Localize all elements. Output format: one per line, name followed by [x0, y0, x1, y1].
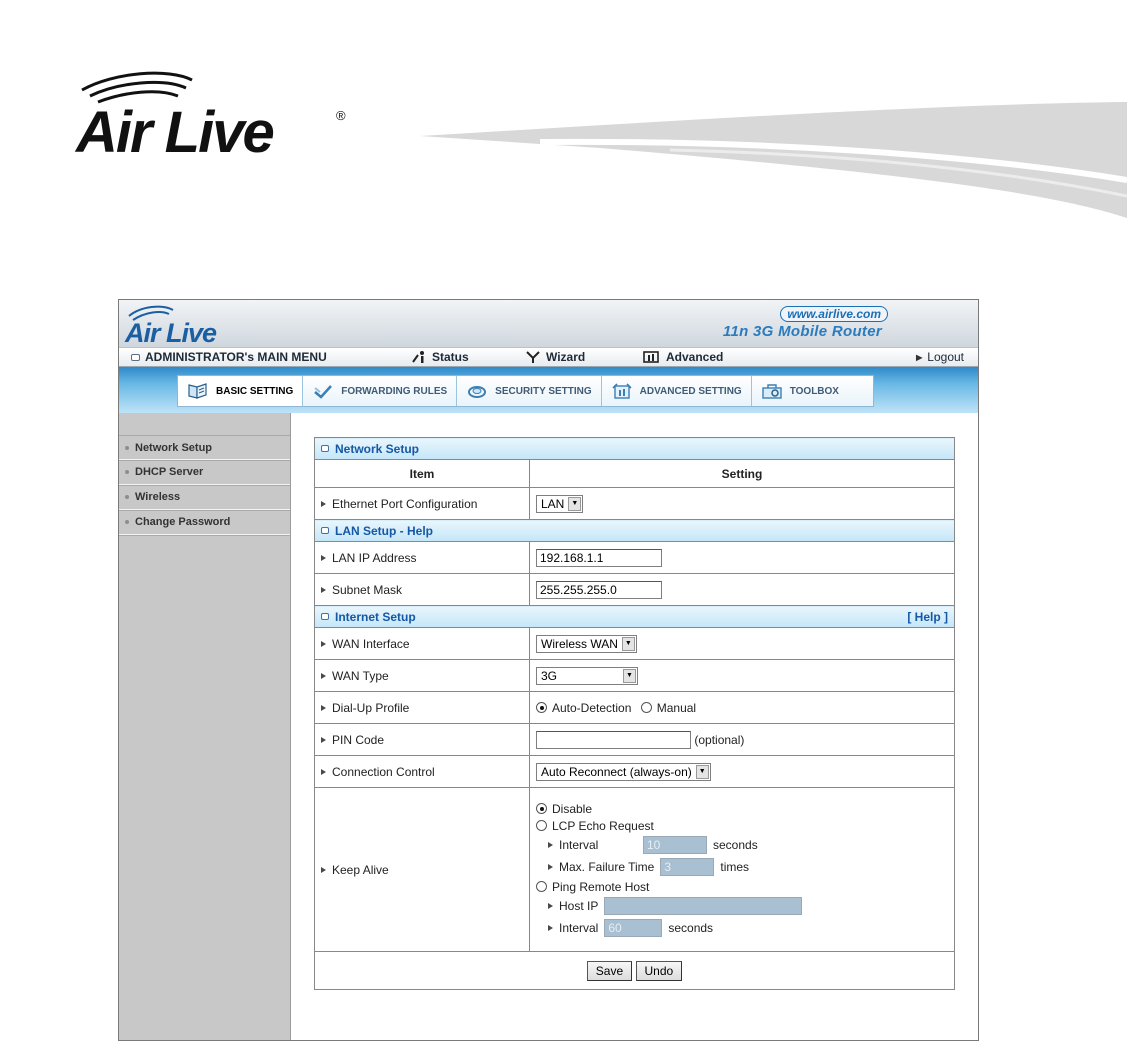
airlive-logo	[74, 68, 364, 160]
lan-setup-help-link[interactable]: LAN Setup - Help	[321, 524, 433, 538]
table-row	[315, 692, 955, 724]
bullet-icon	[125, 520, 129, 524]
arrow-right-icon	[548, 842, 553, 848]
arrow-right-icon	[321, 587, 326, 593]
arrow-right-icon	[321, 867, 326, 873]
wan-type-select[interactable]: 3G ▼	[536, 667, 638, 685]
table-row	[315, 574, 955, 606]
lcp-interval-row: Interval 10 seconds	[536, 834, 954, 856]
keep-alive-label: Keep Alive	[332, 862, 389, 877]
arrow-right-icon	[321, 737, 326, 743]
settings-table	[314, 437, 955, 990]
column-header-item: Item	[315, 460, 530, 488]
keep-alive-disable-option[interactable]: Disable	[536, 800, 954, 817]
arrow-right-icon	[321, 555, 326, 561]
wan-interface-label: WAN Interface	[332, 636, 410, 651]
arrow-right-icon	[548, 903, 553, 909]
arrow-right-icon	[548, 864, 553, 870]
section-header-network-setup: Network Setup	[315, 438, 955, 460]
product-name: 11n 3G Mobile Router	[722, 323, 882, 340]
table-row	[315, 724, 955, 756]
radio-auto-detection[interactable]	[536, 702, 547, 713]
tab-bar	[119, 367, 978, 413]
connection-control-select[interactable]: Auto Reconnect (always-on) ▼	[536, 763, 711, 781]
router-admin-panel	[118, 299, 979, 1041]
main-menu-title: ADMINISTRATOR's MAIN MENU	[131, 350, 327, 364]
table-header-row	[315, 460, 955, 488]
save-button[interactable]: Save	[587, 961, 632, 981]
svg-text:Air Live: Air Live	[76, 100, 273, 160]
sidebar-item-network-setup[interactable]: Network Setup	[119, 435, 290, 460]
sidebar	[119, 413, 291, 1041]
svg-text:Air Live: Air Live	[125, 318, 217, 346]
arrow-right-icon	[321, 769, 326, 775]
status-icon	[411, 350, 427, 364]
dropdown-arrow-icon: ▼	[696, 765, 709, 779]
subnet-mask-input[interactable]	[536, 581, 662, 599]
tab-basic-setting[interactable]: BASIC SETTING	[178, 376, 303, 406]
ping-interval-input[interactable]	[604, 919, 662, 937]
pin-code-hint: (optional)	[694, 732, 745, 747]
gear-box-icon	[611, 382, 633, 400]
radio-disable[interactable]	[536, 803, 547, 814]
arrow-right-icon	[548, 925, 553, 931]
sidebar-item-wireless[interactable]: Wireless	[119, 485, 290, 510]
undo-button[interactable]: Undo	[636, 961, 683, 981]
wan-type-label: WAN Type	[332, 668, 389, 683]
sidebar-item-change-password[interactable]: Change Password	[119, 510, 290, 535]
section-header-lan-setup	[315, 520, 955, 542]
tab-advanced-setting[interactable]: ADVANCED SETTING	[602, 376, 752, 406]
table-row	[315, 628, 955, 660]
tab-strip	[177, 375, 874, 407]
bullet-icon	[125, 495, 129, 499]
tab-forwarding-rules[interactable]: FORWARDING RULES	[303, 376, 457, 406]
section-square-icon	[321, 613, 329, 620]
section-header-internet-setup: Internet Setup [ Help ]	[315, 606, 955, 628]
column-header-setting: Setting	[530, 460, 955, 488]
menu-status[interactable]: Status	[411, 350, 469, 364]
arrow-right-icon	[321, 705, 326, 711]
dropdown-arrow-icon: ▼	[623, 669, 636, 683]
website-url: www.airlive.com	[780, 306, 888, 322]
lan-ip-input[interactable]	[536, 549, 662, 567]
decorative-swoosh	[420, 96, 1127, 226]
max-failure-input[interactable]	[660, 858, 714, 876]
dropdown-arrow-icon: ▼	[622, 637, 635, 651]
section-square-icon	[321, 445, 329, 452]
advanced-icon	[643, 350, 661, 364]
host-ip-input[interactable]	[604, 897, 802, 915]
menu-square-icon	[131, 354, 140, 361]
connection-control-label: Connection Control	[332, 764, 435, 779]
keep-alive-lcp-option[interactable]: LCP Echo Request	[536, 817, 954, 834]
dial-manual-option[interactable]: Manual	[641, 699, 696, 716]
toolbox-icon	[761, 382, 783, 400]
radio-manual[interactable]	[641, 702, 652, 713]
pin-code-label: PIN Code	[332, 732, 385, 747]
arrow-right-icon	[321, 641, 326, 647]
lock-ring-icon	[466, 382, 488, 400]
tab-toolbox[interactable]: TOOLBOX	[752, 376, 873, 406]
table-row	[315, 660, 955, 692]
arrow-right-icon	[321, 501, 326, 507]
subnet-mask-label: Subnet Mask	[332, 582, 403, 597]
arrows-icon	[312, 382, 334, 400]
sidebar-item-dhcp-server[interactable]: DHCP Server	[119, 460, 290, 485]
section-square-icon	[321, 527, 329, 534]
table-row	[315, 488, 955, 520]
table-row	[315, 756, 955, 788]
main-menu-bar	[119, 347, 978, 367]
bullet-icon	[125, 446, 129, 450]
ping-host-ip-row: Host IP	[536, 895, 954, 917]
menu-logout[interactable]: ▶ Logout	[916, 350, 964, 364]
wizard-icon	[525, 350, 541, 364]
header-banner	[119, 300, 978, 347]
table-row	[315, 542, 955, 574]
lan-ip-label: LAN IP Address	[332, 550, 417, 565]
lcp-interval-input[interactable]	[643, 836, 707, 854]
bullet-icon	[125, 470, 129, 474]
keep-alive-ping-option[interactable]: Ping Remote Host	[536, 878, 954, 895]
pin-code-input[interactable]	[536, 731, 691, 749]
banner-logo	[123, 302, 273, 346]
radio-ping-remote[interactable]	[536, 881, 547, 892]
menu-wizard[interactable]: Wizard	[525, 350, 585, 364]
arrow-right-icon	[321, 673, 326, 679]
radio-lcp-echo[interactable]	[536, 820, 547, 831]
svg-text:®: ®	[336, 108, 346, 123]
table-row	[315, 788, 955, 952]
tab-security-setting[interactable]: SECURITY SETTING	[457, 376, 602, 406]
dropdown-arrow-icon: ▼	[568, 497, 581, 511]
help-link[interactable]: [ Help ]	[907, 609, 948, 624]
menu-advanced[interactable]: Advanced	[643, 350, 723, 364]
ping-interval-row: Interval 60 seconds	[536, 917, 954, 939]
actions-row	[315, 952, 955, 990]
lcp-max-failure-row: Max. Failure Time 3 times	[536, 856, 954, 878]
ethernet-port-label: Ethernet Port Configuration	[332, 496, 478, 511]
dial-auto-option[interactable]: Auto-Detection	[536, 699, 631, 716]
ethernet-port-select[interactable]: LAN ▼	[536, 495, 583, 513]
wan-interface-select[interactable]: Wireless WAN ▼	[536, 635, 637, 653]
arrow-right-icon: ▶	[916, 352, 923, 362]
book-icon	[187, 382, 209, 400]
dial-up-profile-label: Dial-Up Profile	[332, 700, 410, 715]
